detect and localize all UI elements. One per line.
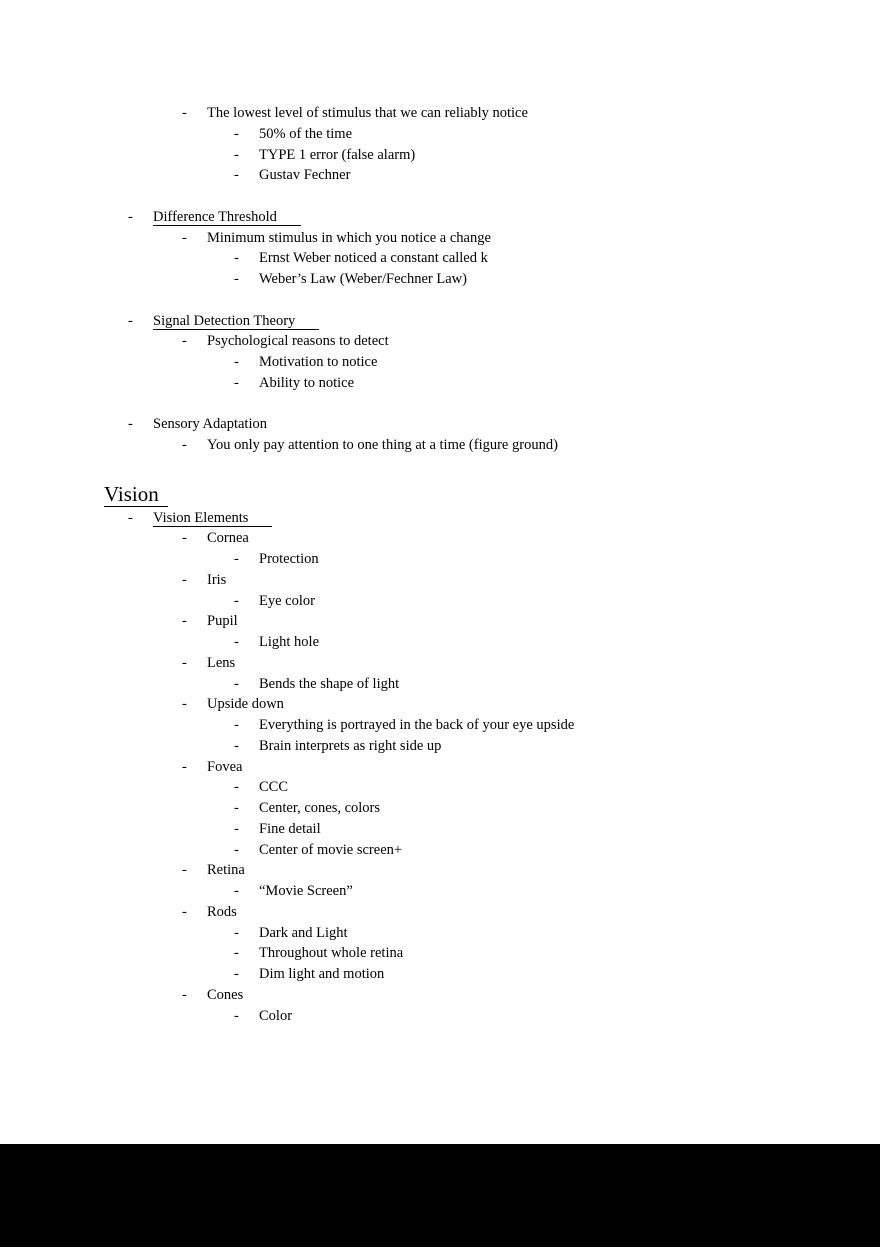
list-item-bends-shape-of-light [0,674,880,695]
list-item-eye-color [0,591,880,612]
list-item-text: You only pay attention to one thing at a time (figure ground) [207,437,558,453]
list-item-upside-down [0,694,880,715]
list-item-text: Minimum stimulus in which you notice a change [207,229,491,246]
list-item-ernst-weber-constant-k [0,248,880,269]
bullet-dash: - [234,634,239,650]
list-item-text: Eye color [259,592,315,609]
list-item-text: Center, cones, colors [259,800,381,816]
list-item-lowest-level-of-stimulus [0,103,880,124]
list-item-text: Rods [207,903,237,920]
list-item-difference-threshold [0,207,880,228]
list-item-text: Color [259,1007,293,1024]
list-item-text: Ability to notice [259,374,355,391]
bullet-dash: - [234,167,239,184]
bullet-dash: - [234,675,239,692]
bullet-dash: - [234,354,239,370]
list-item-figure-ground [0,435,880,456]
bullet-dash: - [234,841,239,858]
list-item-type-1-error [0,145,880,166]
list-item-dark-and-light [0,923,880,944]
list-item-minimum-stimulus-change [0,228,880,249]
bullet-dash: - [182,696,187,713]
list-item-fine-detail [0,819,880,840]
list-item-text: Vision Elements [153,510,272,527]
list-item-center-of-movie-screen [0,840,880,861]
list-item-motivation-to-notice [0,352,880,373]
list-item-rods [0,902,880,923]
list-item-text: 50% of the time [259,125,353,142]
list-item-fovea [0,757,880,778]
bullet-dash: - [234,146,239,163]
list-item-cornea [0,528,880,549]
bullet-dash: - [182,613,187,630]
list-item-text: Center of movie screen+ [259,841,403,858]
list-item-iris [0,570,880,591]
bullet-dash: - [234,1007,239,1024]
list-item-text: Bends the shape of light [259,675,400,692]
bullet-dash: - [234,125,239,142]
list-item-dim-light-and-motion [0,964,880,985]
list-item-ccc [0,777,880,798]
list-item-text: Protection [259,551,319,567]
bullet-dash: - [234,250,239,267]
list-item-retina [0,860,880,881]
list-item-text: Cornea [207,530,249,547]
list-item-center-cones-colors [0,798,880,819]
list-item-text: Cones [207,986,244,1003]
list-item-webers-law [0,269,880,290]
list-item-psychological-reasons-to-detect [0,331,880,352]
bullet-dash: - [234,966,239,982]
list-item-lens [0,653,880,674]
list-item-text: Fine detail [259,820,321,837]
bullet-dash: - [234,271,239,287]
list-item-text: Psychological reasons to detect [207,333,389,350]
list-item-vision-elements [0,508,880,529]
bullet-dash: - [128,416,133,433]
bullet-dash: - [182,862,187,879]
list-item-text: Difference Threshold [153,209,301,226]
list-item-portrayed-back-of-eye [0,715,880,736]
bullet-dash: - [234,717,239,733]
bullet-dash: - [234,592,239,609]
list-item-text: Iris [207,571,227,588]
bullet-dash: - [234,779,239,796]
list-item-cones [0,985,880,1006]
list-item-text: Weber’s Law (Weber/Fechner Law) [259,271,467,287]
list-item-movie-screen-quote [0,881,880,902]
list-item-text: TYPE 1 error (false alarm) [259,146,416,163]
list-item-text: Pupil [207,613,238,630]
list-item-text: The lowest level of stimulus that we can reliably notice [207,105,528,121]
list-item-text: Brain interprets as right side up [259,737,442,754]
bullet-dash: - [182,437,187,453]
list-item-text: Fovea [207,758,243,775]
list-item-pupil [0,611,880,632]
bullet-dash: - [234,883,239,899]
list-item-text: “Movie Screen” [259,883,353,899]
list-item-brain-interprets-right-side-up [0,736,880,757]
list-item-color [0,1006,880,1027]
heading-text: Vision [104,482,168,507]
bullet-dash: - [234,945,239,962]
list-item-protection [0,549,880,570]
bullet-dash: - [182,654,187,671]
list-item-sensory-adaptation [0,414,880,435]
bullet-dash: - [182,229,187,246]
list-item-throughout-whole-retina [0,943,880,964]
bullet-dash: - [234,737,239,754]
bullet-dash: - [234,820,239,837]
bullet-dash: - [182,758,187,775]
list-item-text: Ernst Weber noticed a constant called k [259,250,488,267]
list-item-gustav-fechner [0,165,880,186]
list-item-ability-to-notice [0,373,880,394]
bottom-letterbox-band [0,1144,880,1247]
bullet-dash: - [128,509,133,526]
bullet-dash: - [182,986,187,1003]
list-item-text: Dark and Light [259,924,348,941]
list-item-text: Light hole [259,634,320,650]
bullet-dash: - [182,903,187,920]
list-item-text: Lens [207,654,236,671]
list-item-50-percent-of-the-time [0,124,880,145]
list-item-text: Everything is portrayed in the back of your eye upside [259,717,575,733]
bullet-dash: - [128,312,133,329]
bullet-dash: - [234,374,239,391]
bullet-dash: - [182,333,187,350]
list-item-text: Gustav Fechner [259,167,351,184]
list-item-text: CCC [259,779,289,796]
list-item-text: Signal Detection Theory [153,313,319,330]
bullet-dash: - [128,208,133,225]
list-item-text: Throughout whole retina [259,945,404,962]
list-item-text: Retina [207,862,245,879]
bullet-dash: - [234,924,239,941]
list-item-text: Sensory Adaptation [153,416,267,433]
bullet-dash: - [182,571,187,588]
list-item-text: Motivation to notice [259,354,378,370]
list-item-light-hole [0,632,880,653]
bullet-dash: - [182,530,187,547]
bullet-dash: - [234,800,239,816]
list-item-text: Dim light and motion [259,966,385,982]
bullet-dash: - [182,105,187,121]
list-item-text: Upside down [207,696,284,713]
bullet-dash: - [234,551,239,567]
list-item-signal-detection-theory [0,311,880,332]
vision-section-heading [0,481,880,508]
